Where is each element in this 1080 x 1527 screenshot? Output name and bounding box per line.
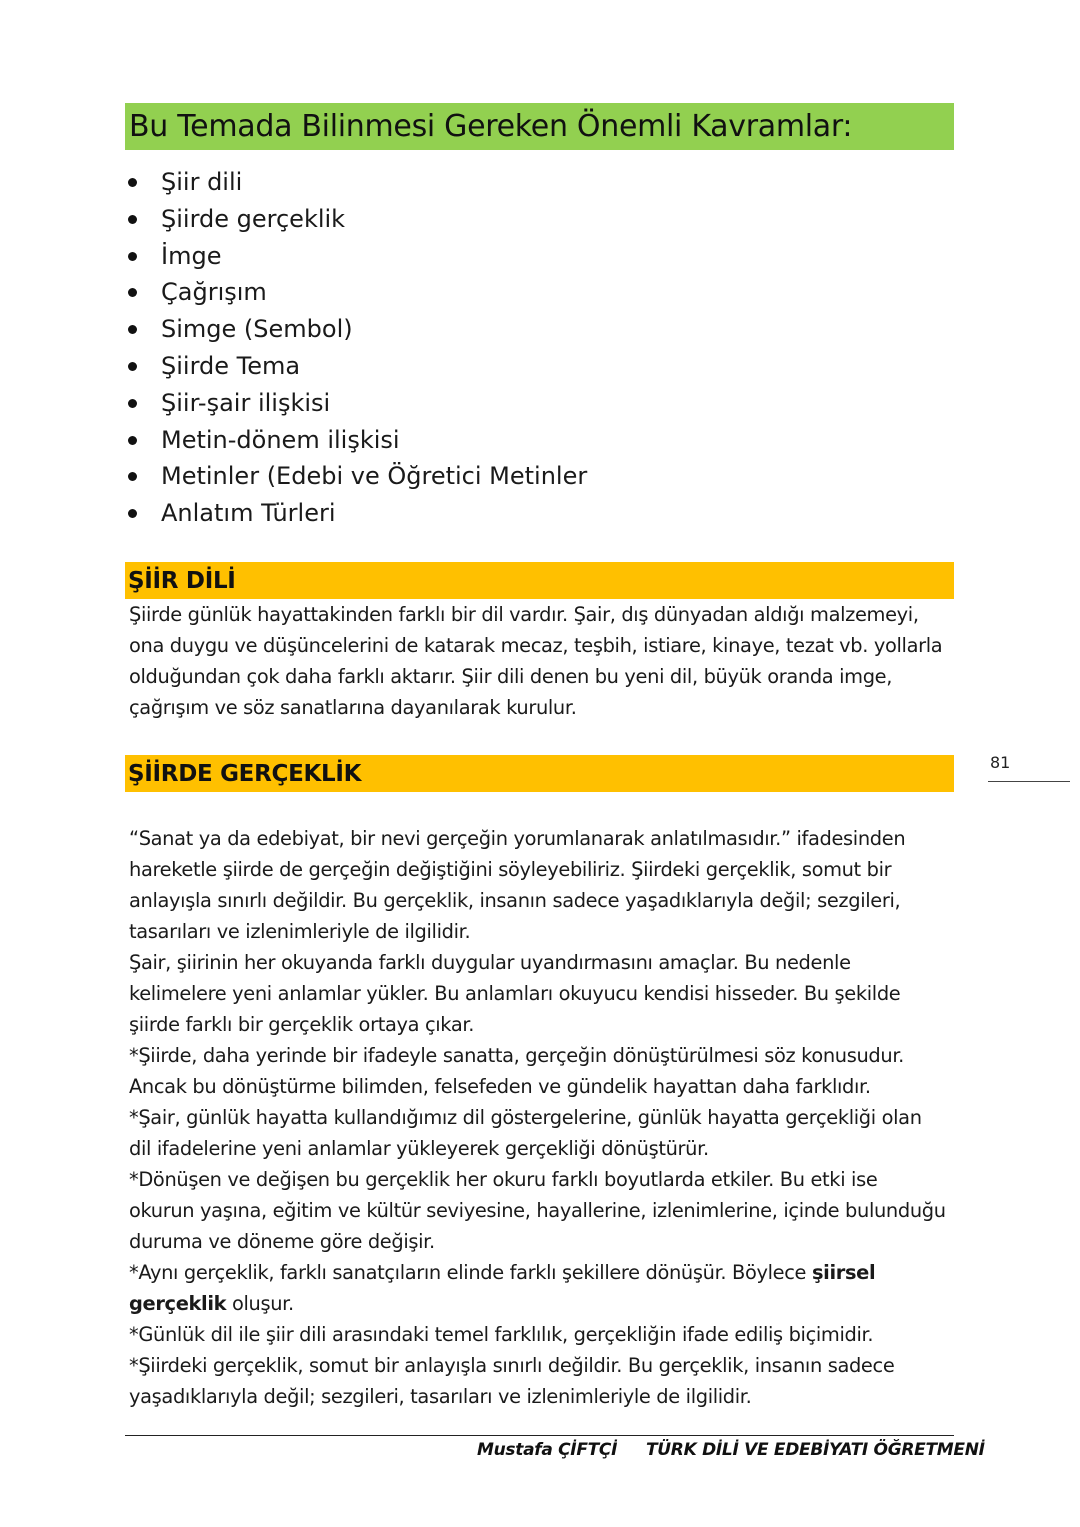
- paragraph-line: dil ifadelerine yeni anlamlar yükleyerek gerçekliği dönüştürür.: [129, 1137, 709, 1160]
- list-item-label: Anlatım Türleri: [161, 499, 336, 528]
- bullet-icon: [128, 325, 137, 334]
- bullet-icon: [128, 215, 137, 224]
- bullet-icon: [128, 399, 137, 408]
- list-item-label: İmge: [161, 241, 222, 270]
- list-item: [125, 458, 587, 495]
- mixed-text-suffix: oluşur.: [226, 1292, 294, 1315]
- list-item-label: Simge (Sembol): [161, 315, 353, 344]
- bullet-icon: [128, 288, 137, 297]
- siirde-gerceklik-heading: ŞİİRDE GERÇEKLİK: [125, 755, 954, 792]
- bullet-icon: [128, 472, 137, 481]
- siir-dili-heading: ŞİİR DİLİ: [125, 562, 954, 599]
- list-item: [125, 422, 587, 459]
- bullet-icon: [128, 178, 137, 187]
- paragraph-line: anlayışla sınırlı değildir. Bu gerçeklik, insanın sadece yaşadıklarıyla değil; sezgileri,: [129, 889, 901, 912]
- bullet-icon: [128, 362, 137, 371]
- siir-dili-paragraph: [129, 599, 959, 723]
- paragraph-line: *Dönüşen ve değişen bu gerçeklik her okuru farklı boyutlarda etkiler. Bu etki ise: [129, 1168, 878, 1191]
- footer-divider: [125, 1435, 954, 1436]
- paragraph-line: *Şiirde, daha yerinde bir ifadeyle sanatta, gerçeğin dönüştürülmesi söz konusudur.: [129, 1044, 904, 1067]
- list-item-label: Şiirde Tema: [161, 351, 301, 380]
- paragraph-line: kelimelere yeni anlamlar yükler. Bu anlamları okuyucu kendisi hisseder. Bu şekilde: [129, 982, 901, 1005]
- page-number: 81: [990, 753, 1011, 772]
- paragraph-line: *Şair, günlük hayatta kullandığımız dil göstergelerine, günlük hayatta gerçekliği olan: [129, 1106, 922, 1129]
- list-item-label: Şiir-şair ilişkisi: [161, 388, 331, 417]
- list-item: [125, 274, 587, 311]
- paragraph-line: *Şiirdeki gerçeklik, somut bir anlayışla sınırlı değildir. Bu gerçeklik, insanın sadece: [129, 1354, 895, 1377]
- bold-term: gerçeklik: [129, 1292, 227, 1315]
- list-item: [125, 238, 587, 275]
- bullet-icon: [128, 436, 137, 445]
- mixed-text-prefix: *Aynı gerçeklik, farklı sanatçıların elinde farklı şekillere dönüşür. Böylece: [129, 1261, 812, 1284]
- paragraph-line: şiirde farklı bir gerçeklik ortaya çıkar.: [129, 1013, 475, 1036]
- list-item-label: Metinler (Edebi ve Öğretici Metinler: [161, 462, 588, 491]
- paragraph-line: Ancak bu dönüştürme bilimden, felsefeden ve gündelik hayattan daha farklıdır.: [129, 1075, 871, 1098]
- list-item: [125, 385, 587, 422]
- paragraph-line: çağrışım ve söz sanatlarına dayanılarak kurulur.: [129, 696, 577, 719]
- paragraph-line: yaşadıklarıyla değil; sezgileri, tasarıları ve izlenimleriyle de ilgilidir.: [129, 1385, 752, 1408]
- paragraph-line: Şair, şiirinin her okuyanda farklı duygular uyandırmasını amaçlar. Bu nedenle: [129, 951, 851, 974]
- concepts-title: Bu Temada Bilinmesi Gereken Önemli Kavramlar:: [125, 103, 954, 150]
- paragraph-line: ona duygu ve düşüncelerini de katarak mecaz, teşbih, istiare, kinaye, tezat vb. yollarla: [129, 634, 943, 657]
- list-item: [125, 311, 587, 348]
- list-item: [125, 495, 587, 532]
- bullet-icon: [128, 509, 137, 518]
- paragraph-line: Şiirde günlük hayattakinden farklı bir dil vardır. Şair, dış dünyadan aldığı malzemeyi,: [129, 603, 919, 626]
- paragraph-line: duruma ve döneme göre değişir.: [129, 1230, 435, 1253]
- bullet-icon: [128, 252, 137, 261]
- list-item-label: Şiir dili: [161, 168, 243, 196]
- paragraph-line: “Sanat ya da edebiyat, bir nevi gerçeğin yorumlanarak anlatılmasıdır.” ifadesinden: [129, 827, 906, 850]
- list-item: [125, 348, 587, 385]
- siirde-gerceklik-paragraph: [129, 823, 959, 1412]
- concept-list: [125, 164, 587, 532]
- list-item: [125, 201, 587, 238]
- paragraph-line: hareketle şiirde de gerçeğin değiştiğini söyleyebiliriz. Şiirdeki gerçeklik, somut bir: [129, 858, 892, 881]
- list-item: [125, 164, 587, 201]
- list-item-label: Şiirde gerçeklik: [161, 204, 346, 233]
- paragraph-line: olduğundan çok daha farklı aktarır. Şiir dili denen bu yeni dil, büyük oranda imge,: [129, 665, 893, 688]
- list-item-label: Metin-dönem ilişkisi: [161, 425, 400, 454]
- list-item-label: Çağrışım: [161, 278, 267, 307]
- paragraph-line: [129, 1288, 959, 1319]
- footer-author: Mustafa ÇİFTÇİ: [477, 1440, 618, 1460]
- bold-term: şiirsel: [811, 1261, 876, 1284]
- footer-role: TÜRK DİLİ VE EDEBİYATI ÖĞRETMENİ: [646, 1440, 985, 1460]
- paragraph-line: tasarıları ve izlenimleriyle de ilgilidir.: [129, 920, 471, 943]
- paragraph-line: *Günlük dil ile şiir dili arasındaki temel farklılık, gerçekliğin ifade ediliş biçimidir.: [129, 1323, 874, 1346]
- paragraph-line: okurun yaşına, eğitim ve kültür seviyesine, hayallerine, izlenimlerine, içinde bulunduğu: [129, 1199, 946, 1222]
- paragraph-line: [129, 1257, 959, 1288]
- page-number-divider: [988, 781, 1070, 782]
